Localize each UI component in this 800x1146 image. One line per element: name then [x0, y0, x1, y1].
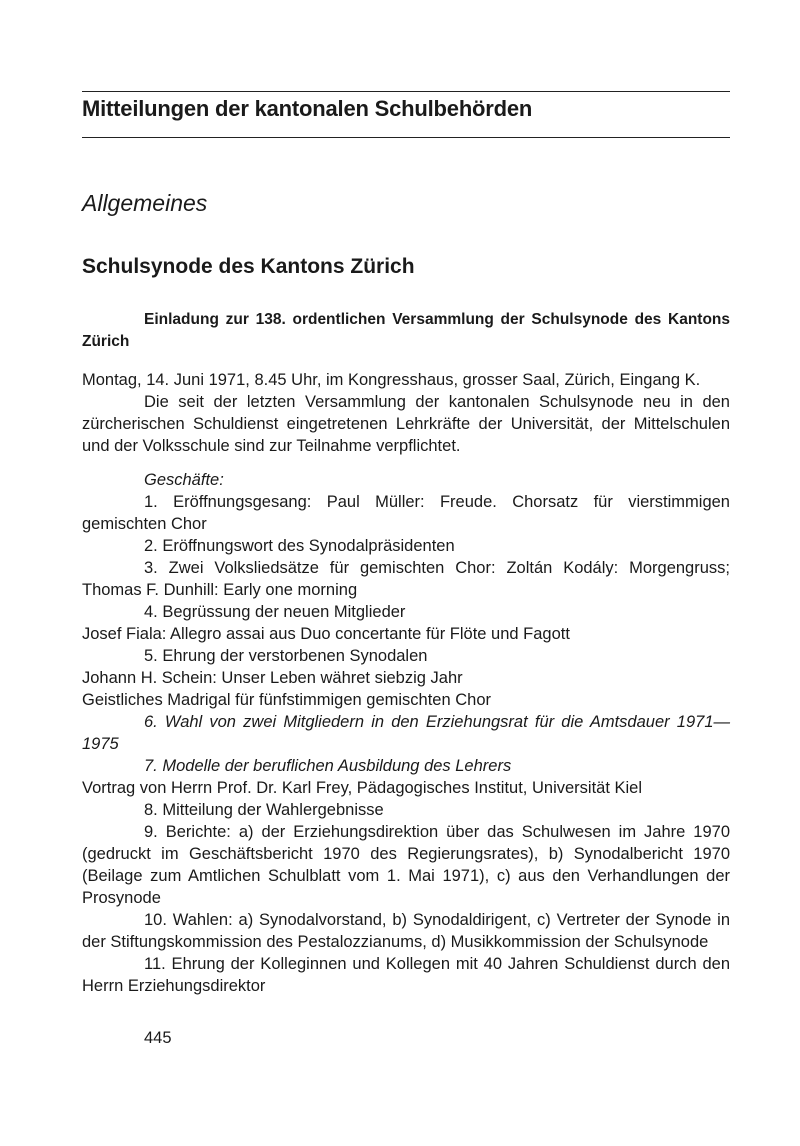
page-number: 445 [144, 1029, 172, 1047]
date-line: Montag, 14. Juni 1971, 8.45 Uhr, im Kongresshaus, grosser Saal, Zürich, Eingang K. [82, 371, 701, 389]
header-rule-bottom [82, 137, 730, 138]
agenda-item-11: 11. Ehrung der Kolleginnen und Kollegen mit 40 Jahren Schuldienst durch den Herrn Erziehungsdirektor [82, 955, 730, 995]
article-body [82, 369, 730, 997]
agenda-item-9: 9. Berichte: a) der Erziehungsdirektion über das Schulwesen im Jahre 1970 (gedruckt im Geschäftsbericht 1970 des Regierungsrates), b) Synodalbericht 1970 (Beilage zum Amtlichen Schulblatt vom 1. Mai 1971), c) aus den Verhandlungen der Prosynode [82, 823, 730, 907]
invitation-title: Einladung zur 138. ordentlichen Versammlung der Schulsynode des Kantons Zürich [82, 311, 730, 350]
agenda-item-8: 8. Mitteilung der Wahlergebnisse [144, 801, 384, 819]
category-heading: Allgemeines [82, 190, 208, 216]
agenda-item-10: 10. Wahlen: a) Synodalvorstand, b) Synodaldirigent, c) Vertreter der Synode in der Stiftungskommission des Pestalozzianums, d) Musikkommission der Schulsynode [82, 911, 730, 951]
agenda-item-2: 2. Eröffnungswort des Synodalpräsidenten [144, 537, 455, 555]
agenda-item-7: 7. Modelle der beruflichen Ausbildung des Lehrers [144, 757, 512, 775]
attendance-paragraph: Die seit der letzten Versammlung der kantonalen Schulsynode neu in den zürcherischen Schuldienst eingetretenen Lehrkräfte der Universität, der Mittelschulen und der Volksschule sind zur Teilnahme verpflichtet. [82, 393, 730, 455]
article-heading: Schulsynode des Kantons Zürich [82, 255, 415, 278]
header-rule-top [82, 91, 730, 92]
agenda-item-6: 6. Wahl von zwei Mitgliedern in den Erziehungsrat für die Amtsdauer 1971—1975 [82, 713, 730, 753]
agenda-item-1: 1. Eröffnungsgesang: Paul Müller: Freude. Chorsatz für vierstimmigen gemischten Chor [82, 493, 730, 533]
agenda-item-4: 4. Begrüssung der neuen Mitglieder [144, 603, 406, 621]
agenda-label: Geschäfte: [144, 471, 224, 489]
agenda-item-5: 5. Ehrung der verstorbenen Synodalen [144, 647, 428, 665]
agenda-item-5-music-1: Johann H. Schein: Unser Leben währet siebzig Jahr [82, 669, 463, 687]
agenda-item-4-music: Josef Fiala: Allegro assai aus Duo concertante für Flöte und Fagott [82, 625, 570, 643]
agenda-item-5-music-2: Geistliches Madrigal für fünfstimmigen gemischten Chor [82, 691, 491, 709]
agenda-item-7-talk: Vortrag von Herrn Prof. Dr. Karl Frey, Pädagogisches Institut, Universität Kiel [82, 779, 643, 797]
agenda-item-3: 3. Zwei Volksliedsätze für gemischten Chor: Zoltán Kodály: Morgengruss; Thomas F. Dunhill: Early one morning [82, 559, 730, 599]
section-title: Mitteilungen der kantonalen Schulbehörden [82, 96, 533, 121]
